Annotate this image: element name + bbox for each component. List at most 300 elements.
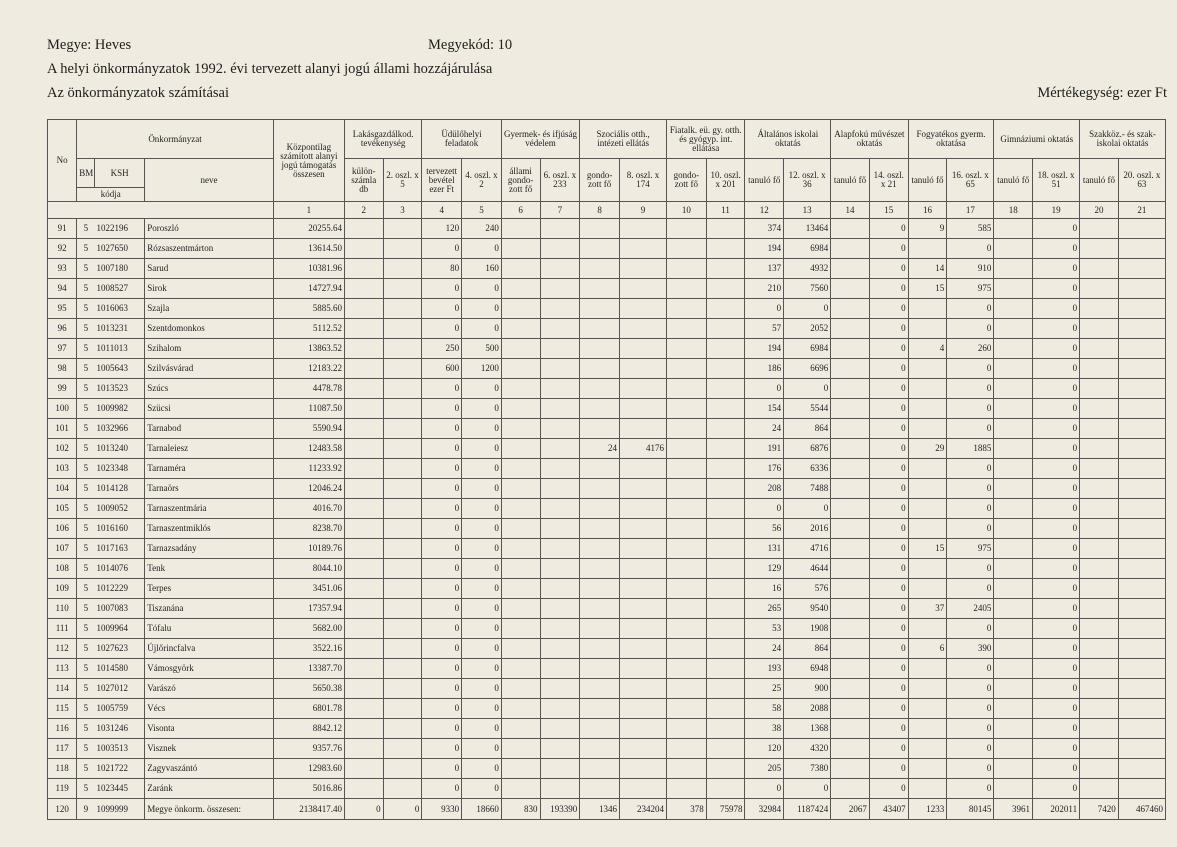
table-cell: 57	[745, 319, 784, 339]
table-cell: 160	[462, 259, 502, 279]
table-cell	[706, 679, 745, 699]
column-number-row	[48, 202, 1166, 219]
table-cell	[706, 759, 745, 779]
table-cell	[908, 739, 947, 759]
table-cell	[908, 359, 947, 379]
table-cell	[667, 579, 707, 599]
table-cell	[344, 699, 383, 719]
table-row	[48, 659, 1166, 679]
table-cell: 0	[1033, 739, 1080, 759]
table-cell	[540, 659, 580, 679]
table-cell: 0	[462, 379, 502, 399]
table-cell: 0	[1033, 439, 1080, 459]
table-cell: 0	[784, 779, 831, 799]
table-cell	[619, 219, 666, 239]
table-cell	[580, 419, 620, 439]
table-cell	[667, 619, 707, 639]
table-cell	[501, 219, 540, 239]
table-cell	[383, 319, 422, 339]
table-cell: 6984	[784, 239, 831, 259]
table-cell: 2016	[784, 519, 831, 539]
table-cell	[1118, 499, 1165, 519]
table-cell: 467460	[1118, 799, 1165, 820]
table-cell: 0	[422, 239, 462, 259]
table-cell	[580, 319, 620, 339]
table-cell	[1080, 759, 1119, 779]
table-cell: 0	[422, 759, 462, 779]
table-cell	[580, 519, 620, 539]
table-cell	[1080, 239, 1119, 259]
table-cell	[383, 719, 422, 739]
table-cell	[706, 339, 745, 359]
table-row	[48, 299, 1166, 319]
table-cell	[994, 499, 1033, 519]
table-cell: 0	[869, 299, 908, 319]
table-cell	[501, 599, 540, 619]
table-cell: 9	[908, 219, 947, 239]
table-cell	[994, 419, 1033, 439]
table-cell: 5	[77, 439, 95, 459]
table-cell	[619, 699, 666, 719]
table-cell: 56	[745, 519, 784, 539]
table-cell	[580, 219, 620, 239]
unit-label: Mértékegység: ezer Ft	[1037, 85, 1167, 101]
table-cell	[667, 719, 707, 739]
table-cell	[1080, 539, 1119, 559]
table-cell: 0	[422, 599, 462, 619]
table-cell	[1080, 359, 1119, 379]
table-cell	[580, 339, 620, 359]
sub-col: tanuló fő	[1080, 159, 1119, 202]
table-cell: 6801.78	[273, 699, 344, 719]
table-cell: 0	[1033, 499, 1080, 519]
table-cell: 0	[1033, 539, 1080, 559]
table-cell	[580, 379, 620, 399]
table-cell	[383, 779, 422, 799]
table-cell	[908, 559, 947, 579]
table-cell: 0	[462, 679, 502, 699]
table-cell: 12046.24	[273, 479, 344, 499]
table-cell	[706, 499, 745, 519]
table-cell: 5	[77, 539, 95, 559]
table-cell	[1118, 759, 1165, 779]
column-number: 18	[994, 202, 1033, 219]
table-cell	[1118, 299, 1165, 319]
table-cell	[1118, 519, 1165, 539]
table-cell: 6	[908, 639, 947, 659]
table-cell: 5	[77, 719, 95, 739]
table-cell: 109	[48, 579, 77, 599]
table-cell	[908, 239, 947, 259]
sub-col: 14. oszl. x 21	[869, 159, 908, 202]
table-cell	[540, 559, 580, 579]
table-cell	[383, 439, 422, 459]
table-cell	[344, 479, 383, 499]
county-code: Megyekód: 10	[428, 37, 513, 53]
table-cell	[540, 639, 580, 659]
table-cell	[580, 759, 620, 779]
municipality-name: Tiszanána	[145, 599, 274, 619]
table-cell	[831, 579, 870, 599]
table-cell	[383, 679, 422, 699]
table-cell	[501, 459, 540, 479]
table-cell	[1080, 679, 1119, 699]
table-cell: 24	[580, 439, 620, 459]
table-cell	[540, 459, 580, 479]
table-cell	[908, 499, 947, 519]
table-cell: 193	[745, 659, 784, 679]
table-cell: 5	[77, 359, 95, 379]
table-cell: 0	[1033, 679, 1080, 699]
table-cell: 12483.58	[273, 439, 344, 459]
table-cell: 0	[745, 299, 784, 319]
table-row	[48, 739, 1166, 759]
table-cell	[344, 399, 383, 419]
table-cell: 0	[947, 719, 994, 739]
table-cell: 210	[745, 279, 784, 299]
table-cell	[706, 399, 745, 419]
table-cell: 4320	[784, 739, 831, 759]
table-cell: 9330	[422, 799, 462, 820]
table-cell: 1021722	[95, 759, 145, 779]
table-cell	[706, 279, 745, 299]
municipality-name: Tarnaleiesz	[145, 439, 274, 459]
table-cell: 1009052	[95, 499, 145, 519]
table-cell	[706, 359, 745, 379]
col-no: No	[48, 120, 77, 202]
table-cell	[667, 259, 707, 279]
table-cell: 0	[784, 299, 831, 319]
table-cell: 24	[745, 639, 784, 659]
table-cell	[540, 579, 580, 599]
table-cell: 0	[422, 479, 462, 499]
table-cell: 1013523	[95, 379, 145, 399]
table-cell	[1118, 779, 1165, 799]
table-cell: 3451.06	[273, 579, 344, 599]
table-cell	[994, 759, 1033, 779]
table-cell	[1118, 679, 1165, 699]
table-cell	[540, 599, 580, 619]
table-cell	[580, 359, 620, 379]
table-cell: 25	[745, 679, 784, 699]
table-cell: 1027650	[95, 239, 145, 259]
table-cell: 131	[745, 539, 784, 559]
table-cell	[831, 459, 870, 479]
table-cell: 80145	[947, 799, 994, 820]
table-cell	[994, 699, 1033, 719]
table-cell: 0	[422, 639, 462, 659]
table-cell: 0	[1033, 619, 1080, 639]
table-cell: 11233.92	[273, 459, 344, 479]
municipality-name: Visznek	[145, 739, 274, 759]
table-cell	[501, 239, 540, 259]
table-cell: 0	[462, 439, 502, 459]
table-cell: 864	[784, 419, 831, 439]
table-cell: 1014076	[95, 559, 145, 579]
table-cell: 0	[947, 399, 994, 419]
table-cell	[501, 299, 540, 319]
table-cell	[619, 479, 666, 499]
table-cell: 102	[48, 439, 77, 459]
sub-col: gondo-zott fő	[580, 159, 620, 202]
table-cell: 0	[422, 319, 462, 339]
table-cell	[501, 339, 540, 359]
table-cell: 12183.22	[273, 359, 344, 379]
table-cell	[344, 419, 383, 439]
sub-col: 10. oszl. x 201	[706, 159, 745, 202]
table-cell: 0	[462, 659, 502, 679]
table-cell	[580, 279, 620, 299]
table-cell	[540, 679, 580, 699]
table-cell	[619, 239, 666, 259]
table-cell	[1080, 219, 1119, 239]
table-cell	[580, 599, 620, 619]
table-cell	[540, 539, 580, 559]
municipality-name: Megye önkorm. összesen:	[145, 799, 274, 820]
table-cell	[908, 299, 947, 319]
col-fogyatekos: Fogyatékos gyerm. oktatása	[908, 120, 994, 159]
table-cell	[344, 259, 383, 279]
table-cell: 0	[869, 339, 908, 359]
table-cell	[831, 719, 870, 739]
table-row	[48, 619, 1166, 639]
table-cell	[540, 439, 580, 459]
table-cell: 0	[869, 519, 908, 539]
sub-col: gondo-zott fő	[667, 159, 707, 202]
column-number: 6	[501, 202, 540, 219]
table-cell	[908, 619, 947, 639]
table-cell	[667, 679, 707, 699]
table-cell: 205	[745, 759, 784, 779]
table-cell: 0	[745, 779, 784, 799]
table-cell	[540, 399, 580, 419]
table-cell	[1080, 459, 1119, 479]
table-cell	[540, 379, 580, 399]
table-cell	[994, 639, 1033, 659]
table-cell	[383, 739, 422, 759]
table-cell: 6984	[784, 339, 831, 359]
table-row	[48, 279, 1166, 299]
table-cell: 1027623	[95, 639, 145, 659]
table-cell	[344, 359, 383, 379]
table-cell	[831, 239, 870, 259]
column-number: 12	[745, 202, 784, 219]
table-cell: 6696	[784, 359, 831, 379]
table-cell	[619, 459, 666, 479]
table-cell: 0	[462, 499, 502, 519]
table-cell	[706, 459, 745, 479]
table-cell	[667, 699, 707, 719]
table-cell: 0	[947, 739, 994, 759]
col-neve: neve	[145, 159, 274, 202]
table-cell	[1080, 419, 1119, 439]
table-cell	[831, 699, 870, 719]
table-cell: 110	[48, 599, 77, 619]
table-cell: 5	[77, 579, 95, 599]
table-cell	[1118, 559, 1165, 579]
table-cell	[580, 239, 620, 259]
table-cell: 1022196	[95, 219, 145, 239]
sub-col: 2. oszl. x 5	[383, 159, 422, 202]
table-cell: 0	[422, 699, 462, 719]
table-cell	[619, 399, 666, 419]
table-cell	[831, 559, 870, 579]
table-cell	[831, 539, 870, 559]
table-cell	[383, 259, 422, 279]
table-cell	[831, 339, 870, 359]
table-cell	[1118, 459, 1165, 479]
table-cell: 96	[48, 319, 77, 339]
table-cell	[383, 699, 422, 719]
table-cell: 5	[77, 399, 95, 419]
table-cell: 53	[745, 619, 784, 639]
table-cell	[1118, 279, 1165, 299]
table-cell	[667, 519, 707, 539]
municipality-name: Tarnaörs	[145, 479, 274, 499]
table-cell: 107	[48, 539, 77, 559]
table-cell: 1016160	[95, 519, 145, 539]
table-cell: 1023348	[95, 459, 145, 479]
table-cell: 1233	[908, 799, 947, 820]
table-cell: 75978	[706, 799, 745, 820]
table-cell: 0	[422, 539, 462, 559]
table-cell: 900	[784, 679, 831, 699]
table-cell	[1118, 739, 1165, 759]
table-cell: 0	[869, 479, 908, 499]
sub-col: tanuló fő	[831, 159, 870, 202]
table-cell: 14727.94	[273, 279, 344, 299]
table-cell	[831, 519, 870, 539]
table-cell: 0	[947, 559, 994, 579]
table-cell: 0	[1033, 719, 1080, 739]
table-cell: 0	[422, 619, 462, 639]
column-number: 19	[1033, 202, 1080, 219]
table-cell: 20255.64	[273, 219, 344, 239]
table-cell	[344, 279, 383, 299]
table-cell: 0	[462, 579, 502, 599]
table-row	[48, 759, 1166, 779]
municipality-name: Tófalu	[145, 619, 274, 639]
municipality-name: Szentdomonkos	[145, 319, 274, 339]
table-cell	[619, 279, 666, 299]
table-cell: 115	[48, 699, 77, 719]
col-szakkoz: Szakköz.- és szak-iskolai oktatás	[1080, 120, 1166, 159]
table-cell: 208	[745, 479, 784, 499]
table-cell: 8044.10	[273, 559, 344, 579]
table-cell: 0	[422, 679, 462, 699]
table-cell: 0	[869, 599, 908, 619]
table-cell	[1118, 219, 1165, 239]
sub-col: tanuló fő	[908, 159, 947, 202]
table-cell	[831, 779, 870, 799]
table-cell	[994, 599, 1033, 619]
table-cell: 1023445	[95, 779, 145, 799]
table-cell: 0	[947, 659, 994, 679]
table-cell: 5	[77, 459, 95, 479]
table-cell	[667, 499, 707, 519]
table-cell: 260	[947, 339, 994, 359]
table-cell: 193390	[540, 799, 580, 820]
table-cell	[1118, 379, 1165, 399]
table-cell	[501, 519, 540, 539]
table-cell: 0	[869, 459, 908, 479]
table-cell: 1099999	[95, 799, 145, 820]
table-cell	[1080, 339, 1119, 359]
table-cell	[383, 759, 422, 779]
table-cell	[383, 359, 422, 379]
table-cell	[619, 539, 666, 559]
table-cell: 176	[745, 459, 784, 479]
table-cell	[831, 739, 870, 759]
municipality-name: Sarud	[145, 259, 274, 279]
table-cell: 10381.96	[273, 259, 344, 279]
table-cell	[540, 479, 580, 499]
table-cell	[580, 399, 620, 419]
table-cell: 120	[745, 739, 784, 759]
table-cell	[619, 599, 666, 619]
table-cell	[383, 379, 422, 399]
table-cell: 0	[869, 619, 908, 639]
table-row	[48, 579, 1166, 599]
table-cell	[619, 779, 666, 799]
table-cell: 0	[947, 679, 994, 699]
table-cell: 0	[1033, 459, 1080, 479]
table-cell	[994, 779, 1033, 799]
col-altalanos: Általános iskolai oktatás	[745, 120, 831, 159]
table-cell: 5016.86	[273, 779, 344, 799]
table-cell: 104	[48, 479, 77, 499]
table-cell	[1118, 479, 1165, 499]
table-cell: 13863.52	[273, 339, 344, 359]
table-cell: 0	[462, 419, 502, 439]
table-cell	[501, 259, 540, 279]
table-cell: 0	[462, 719, 502, 739]
table-cell: 2088	[784, 699, 831, 719]
table-row	[48, 239, 1166, 259]
table-cell: 1032966	[95, 419, 145, 439]
table-cell	[580, 299, 620, 319]
table-cell: 0	[462, 279, 502, 299]
table-cell: 1008527	[95, 279, 145, 299]
table-cell: 240	[462, 219, 502, 239]
table-cell	[383, 219, 422, 239]
municipality-name: Tarnabod	[145, 419, 274, 439]
table-cell	[1118, 639, 1165, 659]
column-number	[48, 202, 274, 219]
table-cell	[908, 459, 947, 479]
table-cell	[1118, 419, 1165, 439]
table-cell	[344, 679, 383, 699]
table-cell: 0	[422, 439, 462, 459]
table-row	[48, 479, 1166, 499]
table-cell: 114	[48, 679, 77, 699]
table-cell	[383, 459, 422, 479]
table-cell: 0	[869, 699, 908, 719]
table-cell	[540, 219, 580, 239]
table-cell	[540, 699, 580, 719]
table-cell: 6876	[784, 439, 831, 459]
table-cell: 0	[422, 659, 462, 679]
table-cell: 14	[908, 259, 947, 279]
table-cell	[580, 779, 620, 799]
table-cell: 0	[869, 659, 908, 679]
table-cell	[580, 559, 620, 579]
document-subtitle: Az önkormányzatok számításai	[47, 85, 229, 101]
table-cell: 0	[422, 379, 462, 399]
table-cell	[908, 699, 947, 719]
table-cell	[383, 279, 422, 299]
table-cell: 0	[1033, 699, 1080, 719]
